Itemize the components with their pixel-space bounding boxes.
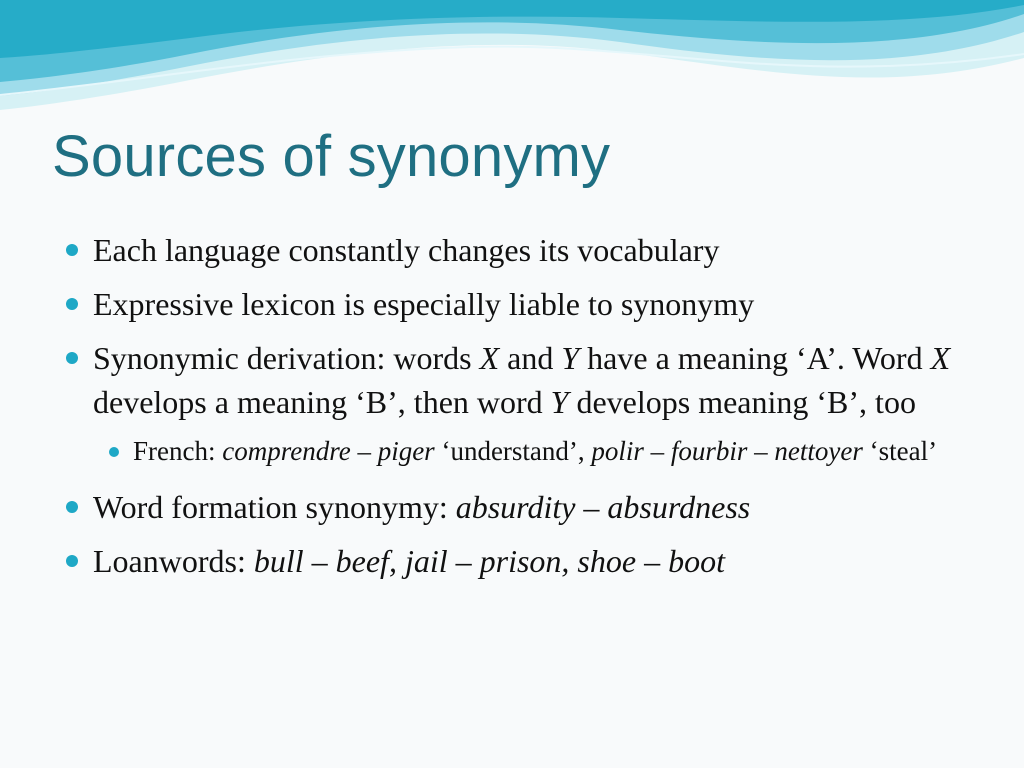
bullet-text: Each language constantly changes its vocabulary	[93, 232, 720, 268]
bullet-text-part: Synonymic derivation: words	[93, 340, 480, 376]
italic-term: absurdity – absurdness	[455, 489, 751, 525]
bullet-text-part: ‘understand’,	[434, 436, 592, 466]
sub-bullet-item	[60, 432, 990, 471]
italic-term: polir – fourbir – nettoyer	[591, 436, 863, 466]
bullet-text-part: Loanwords:	[93, 543, 254, 579]
italic-term: bull – beef, jail – prison, shoe – boot	[253, 543, 725, 579]
bullet-dot-icon	[66, 555, 78, 567]
decorative-wave-header	[0, 0, 1024, 140]
bullet-dot-icon	[66, 352, 78, 364]
italic-term: comprendre – piger	[222, 436, 435, 466]
bullet-item	[60, 228, 990, 272]
bullet-dot-icon	[66, 298, 78, 310]
bullet-dot-icon	[66, 501, 78, 513]
bullet-text-part: French:	[133, 436, 223, 466]
bullet-dot-icon	[66, 244, 78, 256]
bullet-list	[60, 228, 990, 593]
italic-term: Y	[561, 340, 580, 376]
bullet-text-part: have a meaning ‘A’. Word	[579, 340, 931, 376]
bullet-item	[60, 336, 990, 424]
bullet-dot-icon	[109, 447, 119, 457]
italic-term: Y	[550, 384, 569, 420]
slide-title: Sources of synonymy	[52, 124, 611, 189]
bullet-item	[60, 282, 990, 326]
bullet-text-part: Word formation synonymy:	[93, 489, 456, 525]
bullet-text-part: ‘steal’	[862, 436, 938, 466]
bullet-text-part: develops meaning ‘B’, too	[568, 384, 916, 420]
italic-term: X	[479, 340, 500, 376]
bullet-text: Expressive lexicon is especially liable to synonymy	[93, 286, 755, 322]
italic-term: X	[930, 340, 951, 376]
bullet-item	[60, 539, 990, 583]
bullet-text-part: and	[499, 340, 562, 376]
bullet-text-part: develops a meaning ‘B’, then word	[93, 384, 551, 420]
bullet-item	[60, 485, 990, 529]
